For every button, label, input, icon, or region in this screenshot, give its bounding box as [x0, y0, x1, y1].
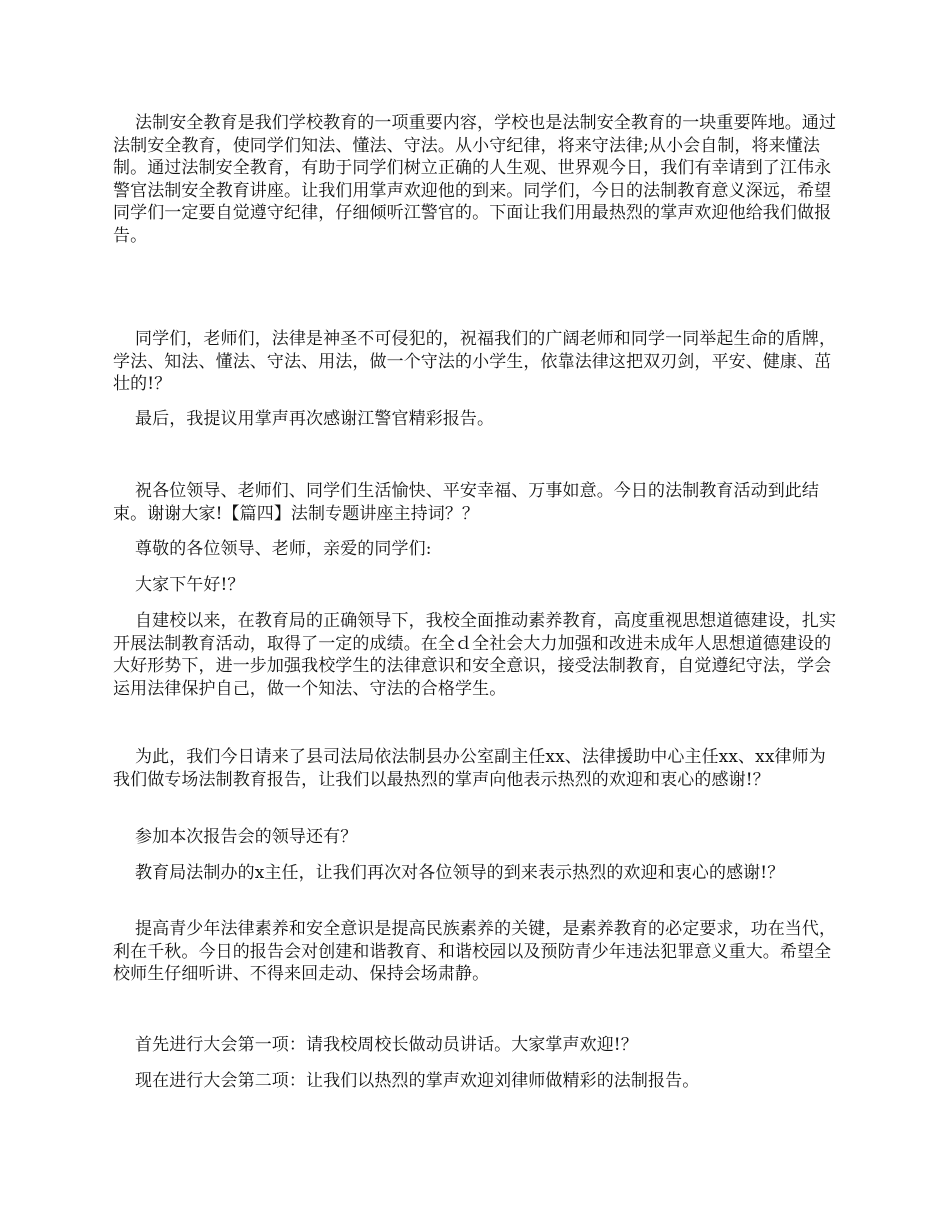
paragraph-agenda-item-2: 现在进行大会第二项：让我们以热烈的掌声欢迎刘律师做精彩的法制报告。 [135, 1071, 700, 1091]
paragraph-leaders: 参加本次报告会的领导还有？ [135, 827, 358, 847]
paragraph-agenda-item-1: 首先进行大会第一项：请我校周校长做动员讲话。大家掌声欢迎!？ [135, 1035, 638, 1055]
paragraph-intro: 法制安全教育是我们学校教育的一项重要内容，学校也是法制安全教育的一块重要阵地。通过法制安全教育，使同学们知法、懂法、守法。从小守纪律，将来守法律;从小会自制，将来懂法制。通过法制安全教育，有助于同学们树立正确的人生观、世界观今日，我们有幸请到了江伟永警官法制安全教育讲座。让我们用掌声欢迎他的到来。同学们，今日的法制教育意义深远，希望同学们一定要自觉遵守纪律，仔细倾听江警官的。下面让我们用最热烈的掌声欢迎他给我们做报告。 [113, 113, 837, 246]
paragraph-significance: 提高青少年法律素养和安全意识是提高民族素养的关键，是素养教育的必定要求，功在当代，利在千秋。今日的报告会对创建和谐教育、和谐校园以及预防青少年违法犯罪意义重大。希望全校师生仔细听讲、不得来回走动、保持会场肃静。 [113, 919, 837, 984]
paragraph-invitation: 为此，我们今日请来了县司法局依法制县办公室副主任xx、法律援助中心主任xx、xx律师为我们做专场法制教育报告，让我们以最热烈的掌声向他表示热烈的欢迎和衷心的感谢!？ [113, 747, 826, 790]
paragraph-blessing: 祝各位领导、老师们、同学们生活愉快、平安幸福、万事如意。今日的法制教育活动到此结束。谢谢大家!【篇四】法制专题讲座主持词？？ [113, 481, 819, 524]
paragraph-closing-wish: 同学们，老师们，法律是神圣不可侵犯的，祝福我们的广阔老师和同学一同举起生命的盾牌，学法、知法、懂法、守法、用法，做一个守法的小学生，依靠法律这把双刃剑，平安、健康、茁壮的!？ [113, 329, 837, 394]
paragraph-greeting: 大家下午好!？ [135, 575, 245, 595]
paragraph-director: 教育局法制办的x主任，让我们再次对各位领导的到来表示热烈的欢迎和衷心的感谢!？ [135, 863, 785, 883]
paragraph-background: 自建校以来，在教育局的正确领导下，我校全面推动素养教育，高度重视思想道德建设，扎实开展法制教育活动，取得了一定的成绩。在全ｄ全社会大力加强和改进未成年人思想道德建设的大好形势下，进一步加强我校学生的法律意识和安全意识，接受法制教育，自觉遵纪守法，学会运用法律保护自己，做一个知法、守法的合格学生。 [113, 611, 837, 699]
paragraph-salutation: 尊敬的各位领导、老师，亲爱的同学们: [135, 539, 432, 559]
paragraph-thanks: 最后，我提议用掌声再次感谢江警官精彩报告。 [135, 409, 495, 429]
